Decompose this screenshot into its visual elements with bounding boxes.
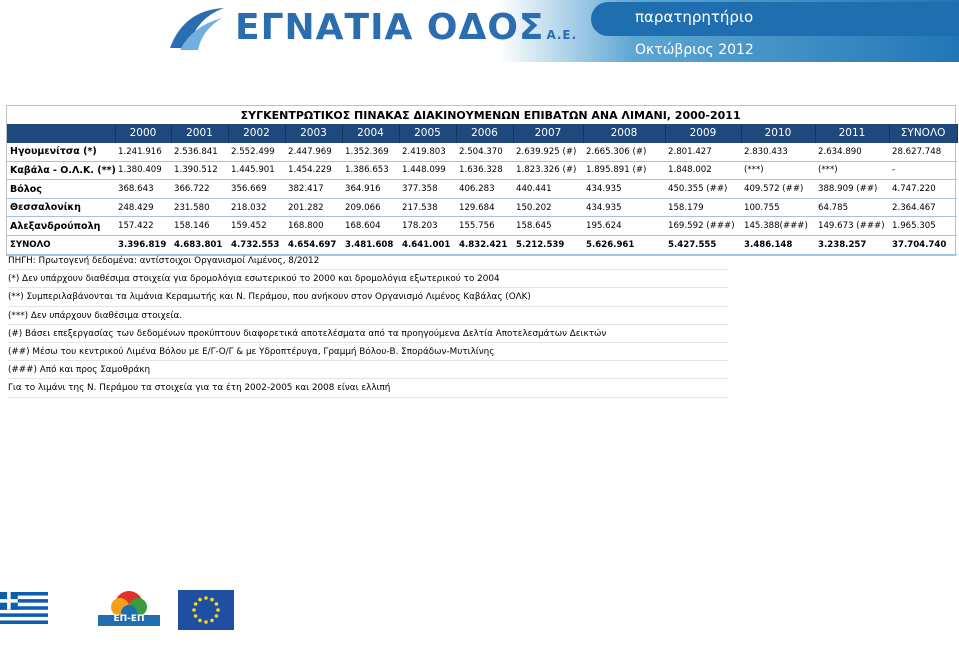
table-cell: 2.830.433 bbox=[741, 143, 815, 162]
table-cell: 2.634.890 bbox=[815, 143, 889, 162]
port-name: Καβάλα - Ο.Λ.Κ. (**) bbox=[7, 161, 115, 180]
table-cell: 158.146 bbox=[171, 217, 228, 236]
table-cell: 1.895.891 (#) bbox=[583, 161, 665, 180]
year-header-empty bbox=[7, 124, 115, 143]
table-cell: 2.639.925 (#) bbox=[513, 143, 583, 162]
table-cell: 201.282 bbox=[285, 198, 342, 217]
year-header: 2004 bbox=[342, 124, 399, 143]
table-row bbox=[7, 217, 957, 236]
observatory-label: παρατηρητήριο bbox=[635, 8, 754, 26]
table-cell: 1.848.002 bbox=[665, 161, 741, 180]
eu-flag-icon bbox=[178, 590, 234, 630]
total-cell: 3.396.819 bbox=[115, 236, 171, 255]
table-cell: 1.454.229 bbox=[285, 161, 342, 180]
table-cell: 158.645 bbox=[513, 217, 583, 236]
total-cell: 5.212.539 bbox=[513, 236, 583, 255]
table-cell: 218.032 bbox=[228, 198, 285, 217]
table-cell: 2.536.841 bbox=[171, 143, 228, 162]
table-cell: 406.283 bbox=[456, 180, 513, 199]
table-cell: 382.417 bbox=[285, 180, 342, 199]
table-cell: 168.604 bbox=[342, 217, 399, 236]
table-cell: 368.643 bbox=[115, 180, 171, 199]
table-cell: 248.429 bbox=[115, 198, 171, 217]
table-cell: 150.202 bbox=[513, 198, 583, 217]
footnote: (#) Βάσει επεξεργασίας των δεδομένων προκύπτουν διαφορετικά αποτελέσματα από τα προηγούμενα Δελτία Αποτελεσμάτων Δεικτών bbox=[8, 325, 728, 343]
table-cell: 1.390.512 bbox=[171, 161, 228, 180]
report-date: Οκτώβριος 2012 bbox=[635, 42, 754, 58]
table-cell: 100.755 bbox=[741, 198, 815, 217]
table-cell: 129.684 bbox=[456, 198, 513, 217]
table-cell: 1.636.328 bbox=[456, 161, 513, 180]
table-cell: (***) bbox=[741, 161, 815, 180]
table-cell: 377.358 bbox=[399, 180, 456, 199]
year-header-row bbox=[7, 124, 957, 143]
port-name: Αλεξανδρούπολη bbox=[7, 217, 115, 236]
brand-title bbox=[235, 7, 577, 48]
total-cell: 3.486.148 bbox=[741, 236, 815, 255]
table-cell: 409.572 (##) bbox=[741, 180, 815, 199]
table-cell: 440.441 bbox=[513, 180, 583, 199]
year-header-total: ΣΥΝΟΛΟ bbox=[889, 124, 957, 143]
total-cell: 3.238.257 bbox=[815, 236, 889, 255]
table-cell: 1.965.305 bbox=[889, 217, 957, 236]
table-cell: 145.388(###) bbox=[741, 217, 815, 236]
year-header: 2007 bbox=[513, 124, 583, 143]
table-cell: 168.800 bbox=[285, 217, 342, 236]
footnotes bbox=[8, 252, 728, 398]
total-label: ΣΥΝΟΛΟ bbox=[7, 236, 115, 255]
port-name: Ηγουμενίτσα (*) bbox=[7, 143, 115, 162]
table-body bbox=[7, 143, 957, 236]
year-header: 2003 bbox=[285, 124, 342, 143]
table-cell: 217.538 bbox=[399, 198, 456, 217]
table-cell: 434.935 bbox=[583, 180, 665, 199]
table-cell: 209.066 bbox=[342, 198, 399, 217]
table-cell: 2.552.499 bbox=[228, 143, 285, 162]
table-cell: 195.624 bbox=[583, 217, 665, 236]
table-cell: 157.422 bbox=[115, 217, 171, 236]
table-cell: 158.179 bbox=[665, 198, 741, 217]
footnote: (###) Από και προς Σαμοθράκη bbox=[8, 361, 728, 379]
year-header: 2006 bbox=[456, 124, 513, 143]
table-cell: 2.665.306 (#) bbox=[583, 143, 665, 162]
table-cell: 1.448.099 bbox=[399, 161, 456, 180]
total-cell: 4.683.801 bbox=[171, 236, 228, 255]
table-cell: 1.380.409 bbox=[115, 161, 171, 180]
header-banner bbox=[0, 0, 959, 62]
greek-flag-icon bbox=[0, 591, 48, 625]
table-cell: 178.203 bbox=[399, 217, 456, 236]
year-header: 2010 bbox=[741, 124, 815, 143]
table-cell: 2.801.427 bbox=[665, 143, 741, 162]
total-cell: 4.641.001 bbox=[399, 236, 456, 255]
table-cell: - bbox=[889, 161, 957, 180]
total-cell: 4.732.553 bbox=[228, 236, 285, 255]
footnote: (*) Δεν υπάρχουν διαθέσιμα στοιχεία για δρομολόγια εσωτερικού το 2000 και δρομολόγια εξωτερικού το 2004 bbox=[8, 270, 728, 288]
port-name: Θεσσαλονίκη bbox=[7, 198, 115, 217]
table-cell: 1.386.653 bbox=[342, 161, 399, 180]
year-header: 2005 bbox=[399, 124, 456, 143]
port-name: Βόλος bbox=[7, 180, 115, 199]
footnote: (##) Μέσω του κεντρικού Λιμένα Βόλου με Ε/Γ-Ο/Γ & με Υδροπτέρυγα, Γραμμή Βόλου-Β. Σποράδων-Μυτιλίνης bbox=[8, 343, 728, 361]
table-cell: 231.580 bbox=[171, 198, 228, 217]
footnote: (***) Δεν υπάρχουν διαθέσιμα στοιχεία. bbox=[8, 307, 728, 325]
table-row bbox=[7, 161, 957, 180]
year-header: 2002 bbox=[228, 124, 285, 143]
year-header: 2001 bbox=[171, 124, 228, 143]
footnote: Για το λιμάνι της Ν. Περάμου τα στοιχεία για τα έτη 2002-2005 και 2008 είναι ελλιπή bbox=[8, 379, 728, 397]
table-cell: 1.445.901 bbox=[228, 161, 285, 180]
footnote-source: ΠΗΓΗ: Πρωτογενή δεδομένα: αντίστοιχοι Οργανισμοί Λιμένος, 8/2012 bbox=[8, 252, 728, 270]
total-cell: 4.654.697 bbox=[285, 236, 342, 255]
total-cell: 3.481.608 bbox=[342, 236, 399, 255]
table-cell: 64.785 bbox=[815, 198, 889, 217]
footnote: (**) Συμπεριλαβάνονται τα λιμάνια Κεραμωτής και Ν. Περάμου, που ανήκουν στον Οργανισμό Λιμένος Καβάλας (ΟΛΚ) bbox=[8, 288, 728, 306]
table-cell: 2.447.969 bbox=[285, 143, 342, 162]
total-cell: 5.427.555 bbox=[665, 236, 741, 255]
table-cell: 364.916 bbox=[342, 180, 399, 199]
passenger-table bbox=[6, 105, 956, 256]
table-cell: 356.669 bbox=[228, 180, 285, 199]
table-cell: 388.909 (##) bbox=[815, 180, 889, 199]
table-cell: 169.592 (###) bbox=[665, 217, 741, 236]
table-cell: 1.823.326 (#) bbox=[513, 161, 583, 180]
table-row bbox=[7, 180, 957, 199]
brand-suffix: Α.Ε. bbox=[546, 28, 578, 42]
brand-name: ΕΓΝΑΤΙΑ ΟΔΟΣ bbox=[235, 7, 545, 48]
table-cell: 366.722 bbox=[171, 180, 228, 199]
table-title: ΣΥΓΚΕΝΤΡΩΤΙΚΟΣ ΠΙΝΑΚΑΣ ΔΙΑΚΙΝΟΥΜΕΝΩΝ ΕΠΙΒΑΤΩΝ ΑΝΑ ΛΙΜΑΝΙ, 2000-2011 bbox=[240, 108, 741, 122]
year-header: 2008 bbox=[583, 124, 665, 143]
table-cell: 434.935 bbox=[583, 198, 665, 217]
table-cell: 4.747.220 bbox=[889, 180, 957, 199]
total-cell: 37.704.740 bbox=[889, 236, 957, 255]
table-cell: 2.419.803 bbox=[399, 143, 456, 162]
table-cell: 28.627.748 bbox=[889, 143, 957, 162]
table-cell: 149.673 (###) bbox=[815, 217, 889, 236]
table-cell: 159.452 bbox=[228, 217, 285, 236]
total-cell: 4.832.421 bbox=[456, 236, 513, 255]
year-header: 2009 bbox=[665, 124, 741, 143]
table-row bbox=[7, 198, 957, 217]
total-cell: 5.626.961 bbox=[583, 236, 665, 255]
table-cell: 2.504.370 bbox=[456, 143, 513, 162]
table-cell: 1.241.916 bbox=[115, 143, 171, 162]
table-cell: 155.756 bbox=[456, 217, 513, 236]
table-cell: 1.352.369 bbox=[342, 143, 399, 162]
table-cell: (***) bbox=[815, 161, 889, 180]
year-header: 2011 bbox=[815, 124, 889, 143]
espa-label: ΕΠ-ΕΠ bbox=[113, 614, 145, 624]
table-cell: 2.364.467 bbox=[889, 198, 957, 217]
table-cell: 450.355 (##) bbox=[665, 180, 741, 199]
table-row bbox=[7, 143, 957, 162]
year-header: 2000 bbox=[115, 124, 171, 143]
egnatia-logo-icon bbox=[166, 4, 228, 54]
